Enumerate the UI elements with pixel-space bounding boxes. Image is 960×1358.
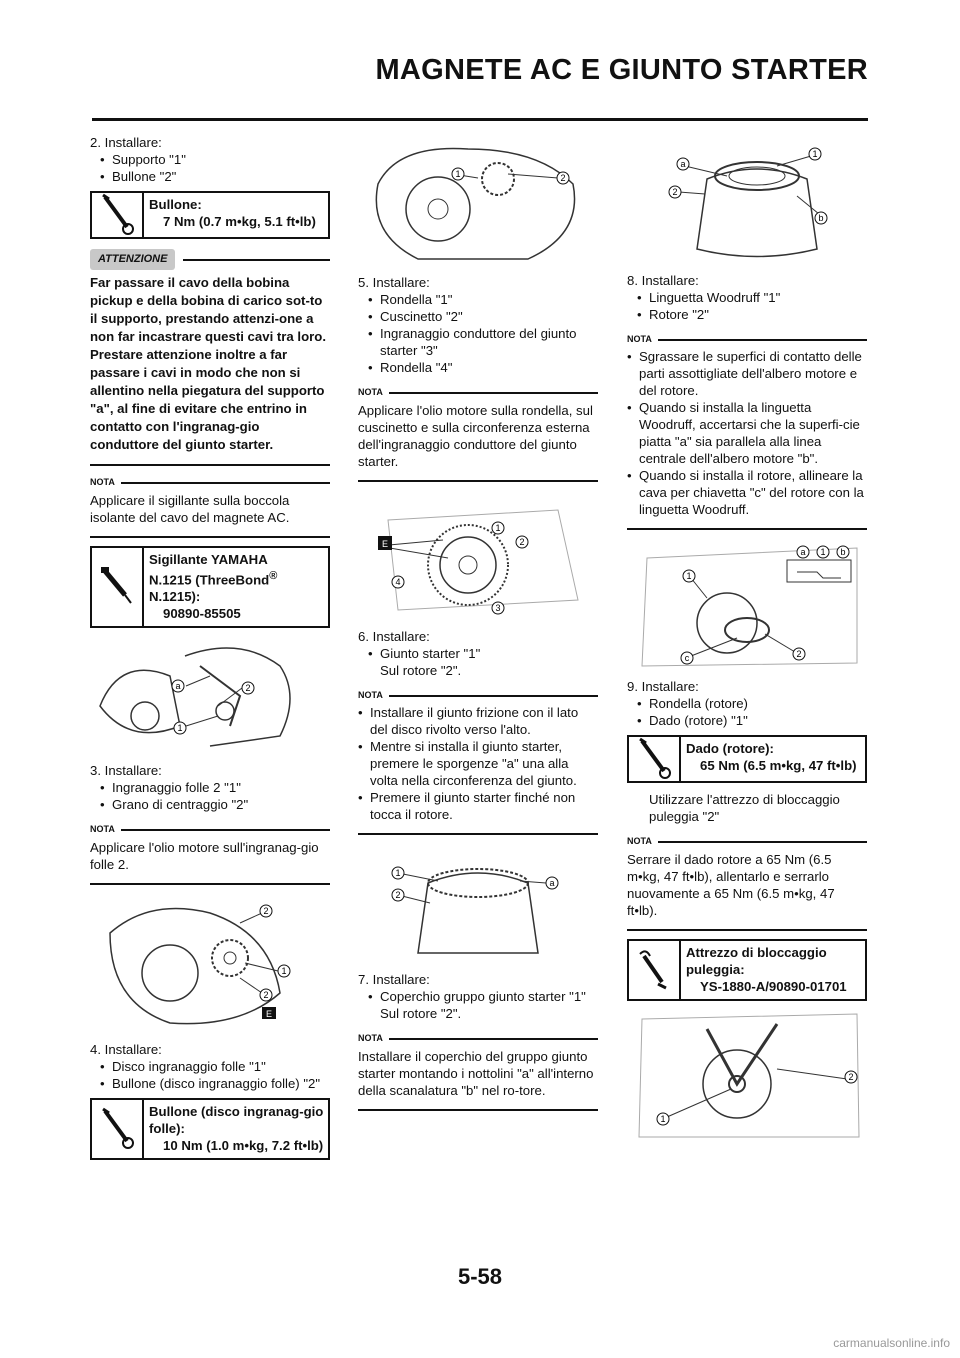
step-number: 6. xyxy=(358,629,369,644)
figure-rotor xyxy=(627,134,867,264)
step-5 xyxy=(358,274,598,376)
note-label: NOTA xyxy=(358,690,383,700)
callout-2: 2 xyxy=(848,1072,854,1082)
callout-2: 2 xyxy=(263,990,269,1001)
note-text: Installare il coperchio del gruppo giunto starter montando i nottolini "a" all'interno della scanalatura "b" nel ro-tore. xyxy=(358,1049,594,1098)
spec-value: 90890-85505 xyxy=(163,606,241,622)
callout-2: 2 xyxy=(560,173,566,183)
callout-1: 1 xyxy=(395,868,401,878)
note-text: Applicare il sigillante sulla boccola isolante del cavo del magnete AC. xyxy=(90,493,290,525)
step-3 xyxy=(90,762,330,813)
list-item: • Bullone "2" xyxy=(100,168,330,185)
callout-1: 1 xyxy=(686,571,692,581)
callout-2: 2 xyxy=(519,537,525,547)
note-header xyxy=(358,384,598,401)
step-action: Installare: xyxy=(104,763,162,779)
note-label: NOTA xyxy=(358,1033,383,1043)
list-item: • Disco ingranaggio folle "1" xyxy=(100,1058,330,1075)
note-label: NOTA xyxy=(90,824,115,835)
step-action: Installare: xyxy=(641,273,699,288)
note-label: NOTA xyxy=(358,387,383,397)
callout-2: 2 xyxy=(395,890,401,900)
callout-a: a xyxy=(800,547,806,557)
tool-spec-box xyxy=(627,939,867,1001)
list-item: • Cuscinetto "2" xyxy=(368,308,598,325)
torque-wrench-icon xyxy=(92,193,144,237)
column-2 xyxy=(358,134,598,1119)
step-action: Installare: xyxy=(372,275,430,290)
step-action: Installare: xyxy=(372,972,430,987)
torque-spec-box xyxy=(627,735,867,783)
step-number: 8. xyxy=(627,273,638,288)
step-6 xyxy=(358,628,598,679)
list-item: • Rondella (rotore) xyxy=(637,695,867,712)
note-header xyxy=(358,687,598,704)
callout-c: c xyxy=(684,653,690,663)
callout-1: 1 xyxy=(281,966,287,977)
list-item: • Rondella "1" xyxy=(368,291,598,308)
list-item: • Premere il giunto starter finché non tocca il rotore. xyxy=(358,789,598,823)
callout-1: 1 xyxy=(177,723,183,734)
figure-gear-housing xyxy=(358,134,598,266)
column-3 xyxy=(627,134,867,1149)
list-item: • Giunto starter "1" xyxy=(368,645,598,662)
step-2 xyxy=(90,134,330,185)
step-4 xyxy=(90,1041,330,1092)
step-items xyxy=(90,151,330,185)
figure-starter-drive-gear xyxy=(358,490,598,620)
callout-3: 3 xyxy=(495,603,501,613)
step-sub: Sul rotore "2". xyxy=(380,663,462,678)
callout-1: 1 xyxy=(820,547,826,557)
page-number: 5-58 xyxy=(457,1264,503,1289)
list-item: • Quando si installa la linguetta Woodruff, accertarsi che la superfi-cie piatta "a" sia parallela alla linea centrale dell'albero motore "b". xyxy=(627,399,867,467)
list-item: • Ingranaggio folle 2 "1" xyxy=(100,779,330,796)
callout-a: a xyxy=(549,878,555,888)
callout-b: b xyxy=(818,213,824,223)
list-item: • Installare il giunto frizione con il lato del disco rivolto verso l'alto. xyxy=(358,704,598,738)
spec-value: 65 Nm (6.5 m•kg, 47 ft•lb) xyxy=(700,758,857,773)
column-1 xyxy=(90,134,330,1168)
figure-rotor-holder xyxy=(627,1009,867,1141)
note-header xyxy=(90,474,330,491)
step-number: 2. xyxy=(90,135,101,150)
note-text: Serrare il dado rotore a 65 Nm (6.5 m•kg, 47 ft•lb), allentarlo e serrarlo nuovamente a 65 Nm (6.5 m•kg, 47 ft•lb). xyxy=(627,852,835,918)
step-action: Installare: xyxy=(372,629,430,644)
spec-value: 10 Nm (1.0 m•kg, 7.2 ft•lb) xyxy=(163,1138,324,1154)
list-item: • Dado (rotore) "1" xyxy=(637,712,867,729)
registered-mark: ® xyxy=(269,570,278,582)
callout-2: 2 xyxy=(245,683,251,694)
note-header xyxy=(627,833,867,850)
step-number: 5. xyxy=(358,275,369,290)
spec-label: Dado (rotore): xyxy=(686,741,774,756)
list-item: • Rotore "2" xyxy=(637,306,867,323)
figure-starter-clutch xyxy=(358,843,598,963)
torque-spec-box xyxy=(90,191,330,239)
figure-woodruff-key xyxy=(627,538,867,670)
sealant-spec-box xyxy=(90,546,330,628)
spec-label: Bullone: xyxy=(149,197,202,212)
callout-1: 1 xyxy=(660,1114,666,1124)
list-item: • Quando si installa il rotore, allineare la cava per chiavetta "c" del rotore con la linguetta Woodruff. xyxy=(627,467,867,518)
tool-note: Utilizzare l'attrezzo di bloccaggio puleggia "2" xyxy=(649,792,840,824)
step-action: Installare: xyxy=(641,679,699,694)
list-item: • Coperchio gruppo giunto starter "1" xyxy=(368,988,598,1005)
torque-spec-box xyxy=(90,1098,330,1160)
special-tool-icon xyxy=(629,941,681,999)
list-item: • Ingranaggio conduttore del giunto starter "3" xyxy=(368,325,598,359)
callout-2: 2 xyxy=(796,649,802,659)
spec-label: N.1215): xyxy=(149,589,201,605)
list-item: • Mentre si installa il giunto starter, premere le sporgenze "a" una alla volta nella circonferenza del giunto. xyxy=(358,738,598,789)
list-item: • Rondella "4" xyxy=(368,359,598,376)
step-action: Installare: xyxy=(104,1042,162,1058)
page-title: MAGNETE AC E GIUNTO STARTER xyxy=(375,54,868,86)
list-item: • Bullone (disco ingranaggio folle) "2" xyxy=(100,1075,330,1092)
list-item: • Supporto "1" xyxy=(100,151,330,168)
callout-2: 2 xyxy=(263,906,269,917)
note-label: NOTA xyxy=(627,334,652,344)
list-item: • Linguetta Woodruff "1" xyxy=(637,289,867,306)
warning-label: ATTENZIONE xyxy=(90,249,175,270)
callout-a: a xyxy=(175,681,181,692)
step-number: 3. xyxy=(90,763,101,779)
figure-bracket xyxy=(90,636,310,754)
warning-text: Far passare il cavo della bobina pickup e della bobina di carico sot-to il supporto, prestando attenzi-one a non far incastrare questi cavi tra loro. Prestare attenzione inoltre a far passare i cavi in modo che non si allentino nella piegatura del supporto "a", al fine di evitare che entrino in contatto con l'ingranag-gio conduttore del giunto starter. xyxy=(90,275,326,452)
engine-oil-icon: E xyxy=(381,539,389,549)
step-7 xyxy=(358,971,598,1022)
note-header xyxy=(627,331,867,348)
torque-wrench-icon xyxy=(92,1100,144,1158)
list-item: • Grano di centraggio "2" xyxy=(100,796,330,813)
note-label: NOTA xyxy=(90,477,115,487)
figure-idle-gear xyxy=(90,893,310,1033)
list-item: • Sgrassare le superfici di contatto delle parti assottigliate dell'albero motore e del rotore. xyxy=(627,348,867,399)
callout-1: 1 xyxy=(495,523,501,533)
warning-header xyxy=(90,249,330,270)
note-header xyxy=(358,1030,598,1047)
spec-label: N.1215 (ThreeBond xyxy=(149,572,270,588)
callout-1: 1 xyxy=(455,169,461,179)
watermark: carmanualsonline.info xyxy=(833,1336,950,1350)
note-label: NOTA xyxy=(627,836,652,846)
spec-value: YS-1880-A/90890-01701 xyxy=(700,979,847,994)
callout-b: b xyxy=(840,547,846,557)
step-8 xyxy=(627,272,867,323)
step-number: 4. xyxy=(90,1042,101,1058)
step-number: 9. xyxy=(627,679,638,694)
note-text: Applicare l'olio motore sulla rondella, sul cuscinetto e sulla circonferenza esterna dell'ingranaggio conduttore del giunto starter. xyxy=(358,403,593,469)
spec-label: Sigillante YAMAHA xyxy=(149,552,268,567)
callout-2: 2 xyxy=(672,187,678,197)
note-header xyxy=(90,821,330,838)
callout-a: a xyxy=(680,159,686,169)
step-number: 7. xyxy=(358,972,369,987)
spec-label: Attrezzo di bloccaggio puleggia: xyxy=(686,945,827,977)
sealant-tube-icon xyxy=(92,548,144,626)
step-sub: Sul rotore "2". xyxy=(380,1006,462,1021)
torque-wrench-icon xyxy=(629,737,681,781)
step-9 xyxy=(627,678,867,729)
note-text: Applicare l'olio motore sull'ingranag-gio folle 2. xyxy=(90,840,319,873)
step-action: Installare: xyxy=(104,135,162,150)
callout-4: 4 xyxy=(395,577,401,587)
callout-1: 1 xyxy=(812,149,818,159)
engine-oil-icon: E xyxy=(265,1009,273,1020)
spec-label: Bullone (disco ingranag-gio folle): xyxy=(149,1104,324,1137)
header-rule xyxy=(92,118,868,121)
spec-value: 7 Nm (0.7 m•kg, 5.1 ft•lb) xyxy=(163,214,316,229)
